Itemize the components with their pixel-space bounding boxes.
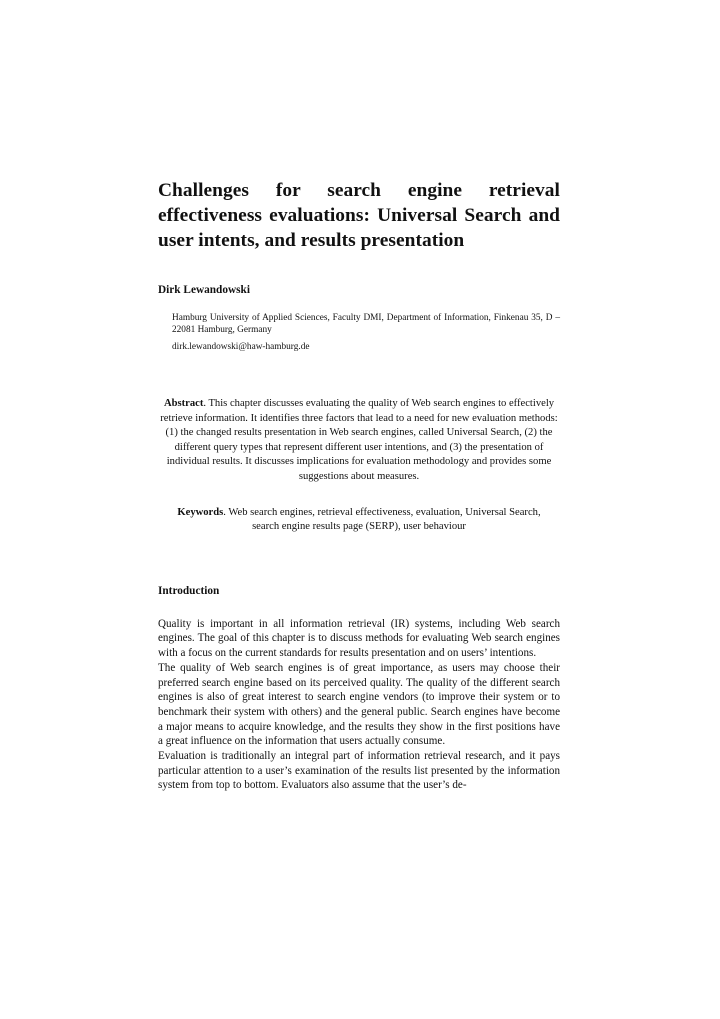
- author-name: Dirk Lewandowski: [158, 284, 250, 296]
- body-paragraph: Quality is important in all information retrieval (IR) systems, including Web search engines. The goal of this chapter is to discuss methods for evaluating Web search engines with a focus on the current standards for results presentation and on users’ intentions.: [158, 617, 560, 660]
- body-paragraph: Evaluation is traditionally an integral part of information retrieval research, and it pays particular attention to a user’s examination of the results list presented by the information system from top to bottom. Evaluators also assume that the user’s de-: [158, 750, 560, 792]
- abstract-label: Abstract: [163, 398, 204, 409]
- keywords-label: Keywords: [177, 506, 224, 518]
- abstract-text: . This chapter discusses evaluating the quality of Web search engines to effectively retrieve information. It identifies three factors that lead to a need for new evaluation methods: (1) the changed results presentation in Web search engines, called Universal Search, (2) the different query types that represent different user intentions, and (3) the presentation of individual results. It discusses implications for evaluation methodology and provides some suggestions about measures.: [160, 398, 558, 482]
- paper-title: Challenges for search engine retrieval effectiveness evaluations: Universal Search and user intents, and results presentation: [158, 180, 560, 251]
- abstract: [158, 397, 560, 485]
- paper-page: [158, 178, 560, 793]
- author-email: dirk.lewandowski@haw-hamburg.de: [172, 342, 310, 352]
- body-paragraph: The quality of Web search engines is of great importance, as users may choose their preferred search engine based on its perceived quality. The quality of the different search engines is also of great interest to search engine vendors (to improve their system or to benchmark their system with others) and the general public. Search engines have become a major means to acquire knowledge, and the results they show in the first positions have a great influence on the information that users actually consume.: [158, 661, 560, 748]
- author-affiliation: Hamburg University of Applied Sciences, Faculty DMI, Department of Information, Finkenau 35, D – 22081 Hamburg, Germany: [172, 313, 560, 335]
- keywords: [168, 506, 550, 535]
- section-heading: Introduction: [158, 584, 220, 597]
- keywords-text: . Web search engines, retrieval effectiveness, evaluation, Universal Search, search engine results page (SERP), user behaviour: [223, 506, 541, 533]
